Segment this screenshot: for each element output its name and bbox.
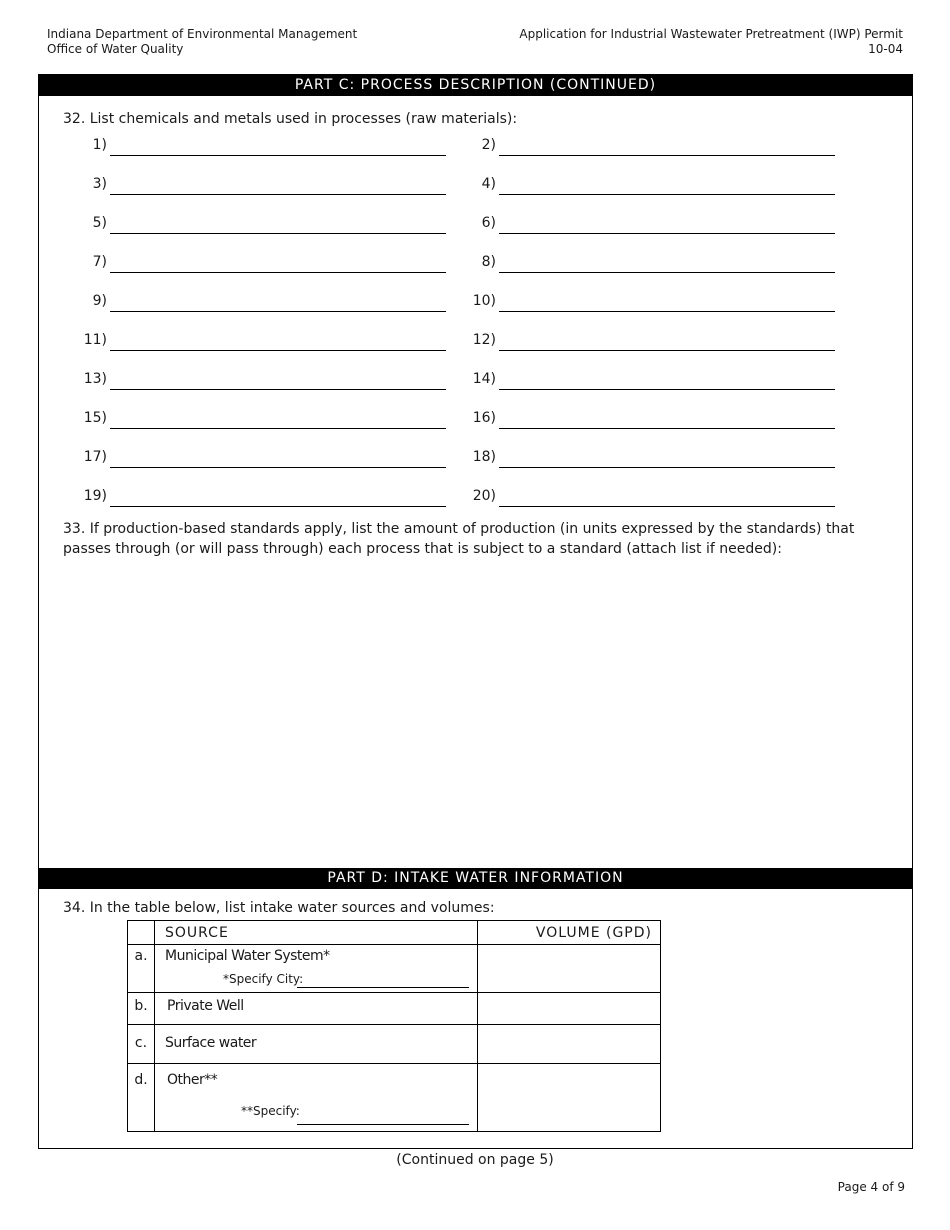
volume-private-well[interactable] <box>478 993 661 1025</box>
chemical-field[interactable] <box>499 252 835 273</box>
row-letter: b. <box>134 998 148 1014</box>
source-other: Other** <box>167 1072 218 1088</box>
specify-other-label: **Specify: <box>241 1104 300 1118</box>
volume-surface-water[interactable] <box>478 1025 661 1064</box>
chemical-number: 1) <box>92 137 107 153</box>
chemical-field[interactable] <box>499 135 835 156</box>
table-row <box>128 945 661 993</box>
continued-note: (Continued on page 5) <box>396 1152 554 1168</box>
chemical-field[interactable] <box>499 447 835 468</box>
chemical-field[interactable] <box>499 369 835 390</box>
specify-other-field[interactable] <box>297 1108 469 1125</box>
question-32: 32. List chemicals and metals used in processes (raw materials): <box>63 111 518 127</box>
chemical-number: 12) <box>472 332 496 348</box>
chemical-field[interactable] <box>110 486 446 507</box>
agency-name: Indiana Department of Environmental Management <box>47 27 358 41</box>
source-private-well: Private Well <box>167 998 244 1014</box>
table-row <box>128 993 661 1025</box>
chemical-number: 2) <box>481 137 496 153</box>
table-row <box>128 1064 661 1132</box>
chemical-field[interactable] <box>499 408 835 429</box>
chemical-number: 14) <box>472 371 496 387</box>
chemical-number: 11) <box>83 332 107 348</box>
chemical-number: 9) <box>92 293 107 309</box>
specify-city-field[interactable] <box>297 971 469 988</box>
volume-column-header: VOLUME (GPD) <box>535 925 652 941</box>
chemical-field[interactable] <box>110 369 446 390</box>
question-33-line2: passes through (or will pass through) each process that is subject to a standard (attach list if needed): <box>63 541 782 557</box>
row-letter: c. <box>134 1035 148 1051</box>
part-c-title: PART C: PROCESS DESCRIPTION (CONTINUED) <box>39 75 912 96</box>
chemical-number: 10) <box>472 293 496 309</box>
chemical-field[interactable] <box>499 174 835 195</box>
office-name: Office of Water Quality <box>47 42 184 56</box>
table-row <box>128 1025 661 1064</box>
production-answer-area[interactable] <box>63 565 883 865</box>
chemical-number: 20) <box>472 488 496 504</box>
question-33-line1: 33. If production-based standards apply, list the amount of production (in units expressed by the standards) that <box>63 521 855 537</box>
chemical-number: 16) <box>472 410 496 426</box>
chemical-number: 6) <box>481 215 496 231</box>
row-letter: a. <box>134 948 148 964</box>
chemical-number: 7) <box>92 254 107 270</box>
intake-water-table <box>127 920 661 1132</box>
chemical-number: 3) <box>92 176 107 192</box>
chemical-number: 5) <box>92 215 107 231</box>
chemical-field[interactable] <box>110 408 446 429</box>
table-header-row <box>128 921 661 945</box>
chemical-number: 18) <box>472 449 496 465</box>
chemical-field[interactable] <box>110 330 446 351</box>
volume-municipal[interactable] <box>478 945 661 993</box>
source-column-header: SOURCE <box>165 925 229 941</box>
page-number: Page 4 of 9 <box>837 1180 905 1194</box>
chemical-field[interactable] <box>499 330 835 351</box>
form-title: Application for Industrial Wastewater Pretreatment (IWP) Permit <box>519 27 903 41</box>
chemical-number: 8) <box>481 254 496 270</box>
chemical-field[interactable] <box>110 174 446 195</box>
chemical-number: 19) <box>83 488 107 504</box>
chemical-field[interactable] <box>499 486 835 507</box>
chemical-number: 15) <box>83 410 107 426</box>
specify-city-label: *Specify City: <box>223 972 304 986</box>
part-d-title: PART D: INTAKE WATER INFORMATION <box>39 868 912 889</box>
form-frame <box>38 74 913 1149</box>
chemical-field[interactable] <box>110 213 446 234</box>
source-surface-water: Surface water <box>165 1035 257 1051</box>
chemical-field[interactable] <box>110 135 446 156</box>
form-revision: 10-04 <box>868 42 903 56</box>
chemical-number: 17) <box>83 449 107 465</box>
chemical-field[interactable] <box>499 213 835 234</box>
chemical-field[interactable] <box>110 291 446 312</box>
chemical-field[interactable] <box>110 252 446 273</box>
chemical-number: 13) <box>83 371 107 387</box>
chemical-field[interactable] <box>110 447 446 468</box>
chemical-field[interactable] <box>499 291 835 312</box>
question-33 <box>63 519 854 559</box>
chemical-number: 4) <box>481 176 496 192</box>
header-right <box>519 27 903 57</box>
header-left <box>47 27 357 57</box>
volume-other[interactable] <box>478 1064 661 1132</box>
question-34: 34. In the table below, list intake water sources and volumes: <box>63 900 495 916</box>
source-municipal: Municipal Water System* <box>165 948 330 964</box>
row-letter: d. <box>134 1072 148 1088</box>
